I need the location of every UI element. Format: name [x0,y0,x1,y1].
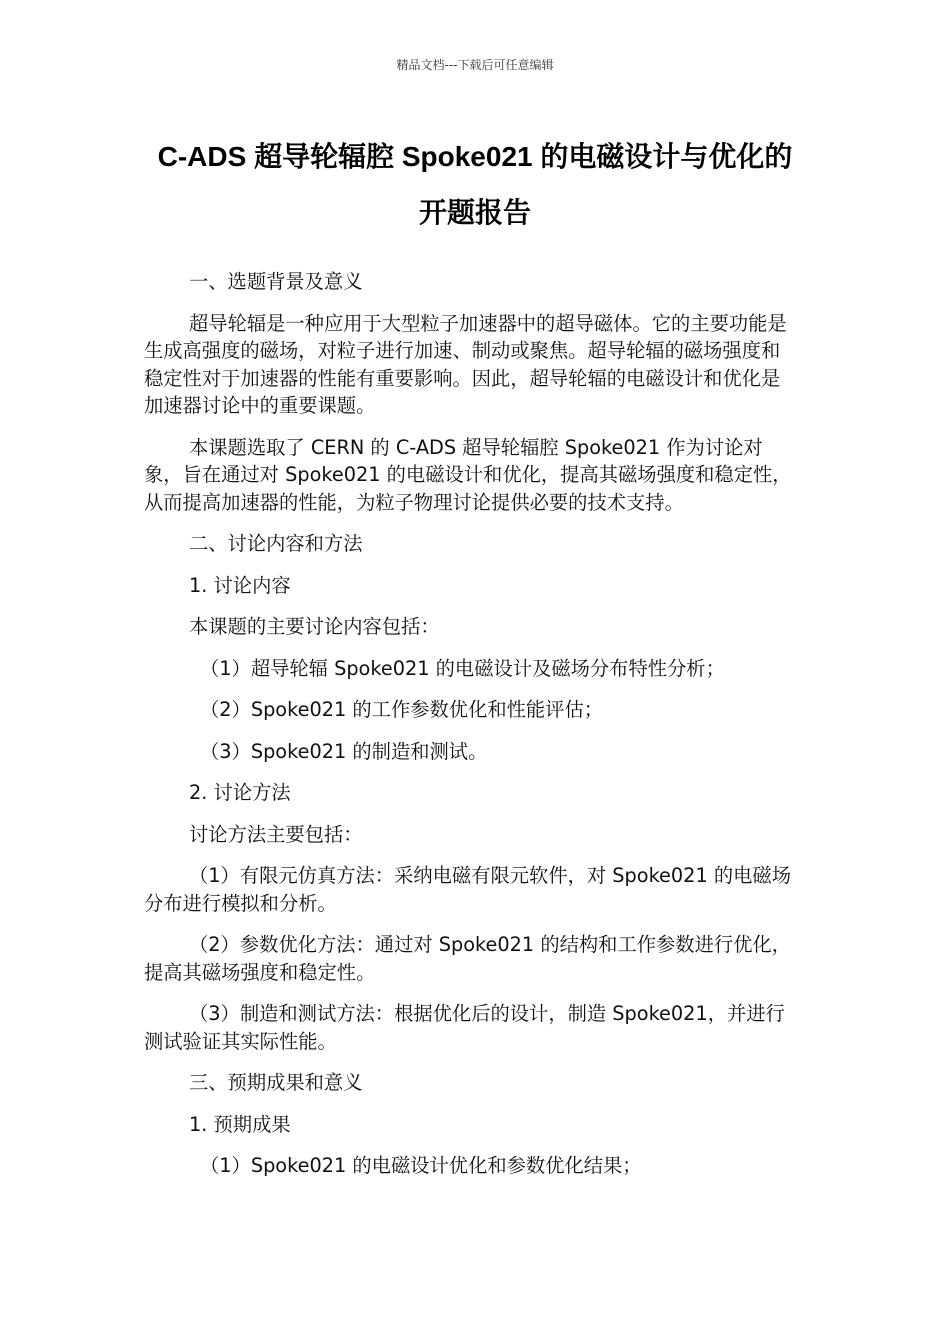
document-body [144,268,799,1180]
list-item-content-2: （2）Spoke021 的工作参数优化和性能评估； [200,698,604,721]
paragraph-background-1: 超导轮辐是一种应用于大型粒子加速器中的超导磁体。它的主要功能是生成高强度的磁场，对粒子进行加速、制动或聚焦。超导轮辐的磁场强度和稳定性对于加速器的性能有重要影响。因此，超导轮辐的电磁设计和优化是加速器讨论中的重要课题。 [144,311,787,417]
list-item-content-1: （1）超导轮辐 Spoke021 的电磁设计及磁场分布特性分析； [200,656,725,680]
section-heading-background: 一、选题背景及意义 [189,270,363,293]
subheading-expected-results: 1. 预期成果 [189,1112,291,1136]
paragraph-content-intro: 本课题的主要讨论内容包括： [189,615,440,638]
paragraph-method-intro: 讨论方法主要包括： [189,822,363,846]
list-item-method-3: （3）制造和测试方法：根据优化后的设计，制造 Spoke021，并进行测试验证其实际性能。 [144,1002,785,1053]
paragraph-background-2: 本课题选取了 CERN 的 C-ADS 超导轮辐腔 Spoke021 作为讨论对象，旨在通过对 Spoke021 的电磁设计和优化，提高其磁场强度和稳定性，从而提高加速器的性能，为粒子物理讨论提供必要的技术支持。 [144,435,792,514]
list-item-content-3: （3）Spoke021 的制造和测试。 [200,739,488,763]
subheading-research-method: 2. 讨论方法 [189,781,291,804]
page-header: 精品文档---下载后可任意编辑 [396,58,554,72]
document-title-line-2: 开题报告 [418,197,531,228]
list-item-method-2: （2）参数优化方法：通过对 Spoke021 的结构和工作参数进行优化，提高其磁场强度和稳定性。 [144,933,791,984]
list-item-results-1: （1）Spoke021 的电磁设计优化和参数优化结果； [200,1154,642,1177]
section-heading-content: 二、讨论内容和方法 [189,532,363,555]
list-item-method-1: （1）有限元仿真方法：采纳电磁有限元软件，对 Spoke021 的电磁场分布进行模拟和分析。 [144,864,791,915]
section-heading-results: 三、预期成果和意义 [189,1071,363,1094]
subheading-research-content: 1. 讨论内容 [189,573,291,597]
document-title-line-1: C-ADS 超导轮辐腔 Spoke021 的电磁设计与优化的 [157,141,793,172]
